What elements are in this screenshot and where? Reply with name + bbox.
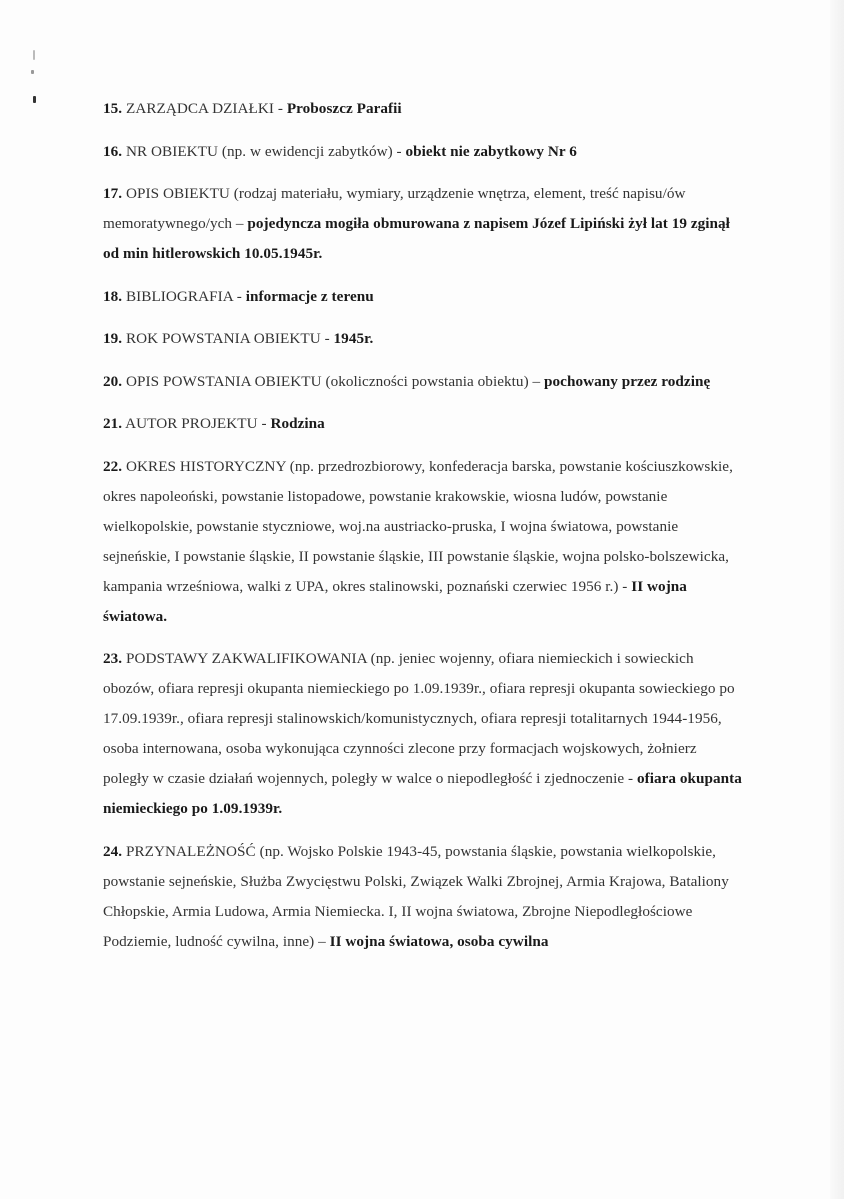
field-number: 18. [103, 287, 123, 305]
field-number: 21. [103, 415, 123, 432]
field-autor-projektu [103, 409, 743, 439]
margin-mark [33, 50, 35, 60]
field-label: PRZYNALEŻNOŚĆ (np. Wojsko Polskie 1943-45, powstania śląskie, powstania wielkopolskie, powstanie sejneńskie, Służba Zwycięstwu Polski, Związek Walki Zbrojnej, Armia Krajowa, Bataliony Chłopskie, Armia Ludowa, Armia Niemiecka. I, II wojna światowa, Zbrojne Niepodległościowe Podziemie, ludność cywilna, inne) – [103, 842, 729, 950]
field-label: PODSTAWY ZAKWALIFIKOWANIA (np. jeniec wojenny, ofiara niemieckich i sowieckich obozów, ofiara represji okupanta niemieckiego po 1.09.1939r., ofiara represji okupanta sowieckiego po 17.09.1939r., ofiara represji stalinowskich/komunistycznych, ofiara represji totalitarnych 1944-1956, osoba internowana, osoba wykonująca czynności zlecone przy formacjach wojskowych, żołnierz poległy w czasie działań wojennych, poległy w walce o niepodległość i zjednoczenie - [103, 650, 735, 787]
field-okres-historyczny [103, 452, 743, 632]
field-rok-powstania [103, 324, 743, 354]
field-number: 17. [103, 185, 123, 202]
field-opis-obiektu [103, 179, 743, 269]
field-number: 19. [103, 330, 123, 347]
field-label: ZARZĄDCA DZIAŁKI - [122, 100, 287, 117]
field-label: AUTOR PROJEKTU - [122, 415, 271, 432]
field-zarzadca [103, 94, 743, 124]
margin-mark [31, 70, 34, 74]
field-value: pojedyncza mogiła obmurowana z napisem Józef Lipiński żył lat 19 zginął od min hitlerowskich 10.05.1945r. [103, 215, 730, 262]
field-number: 23. [103, 650, 123, 667]
field-value: pochowany przez rodzinę [544, 372, 711, 390]
margin-mark [33, 96, 36, 103]
field-label: BIBLIOGRAFIA - [122, 287, 246, 305]
field-label: OPIS POWSTANIA OBIEKTU (okoliczności powstania obiektu) – [122, 372, 545, 390]
field-przynaleznosc [103, 837, 743, 957]
field-opis-powstania [103, 367, 743, 397]
field-number: 20. [103, 372, 123, 390]
field-podstawy [103, 644, 743, 824]
field-nr-obiektu [103, 137, 743, 167]
field-bibliografia [103, 282, 743, 312]
field-label: ROK POWSTANIA OBIEKTU - [122, 330, 334, 347]
field-label: OPIS OBIEKTU (rodzaj materiału, wymiary, urządzenie wnętrza, element, treść napisu/ów memoratywnego/ych – [103, 185, 686, 232]
field-number: 22. [103, 457, 123, 475]
document-body [103, 94, 743, 969]
field-number: 15. [103, 100, 123, 117]
field-value: ofiara okupanta niemieckiego po 1.09.1939r. [103, 770, 742, 817]
field-value: Rodzina [270, 415, 325, 432]
field-number: 24. [103, 842, 123, 860]
field-label: OKRES HISTORYCZNY (np. przedrozbiorowy, konfederacja barska, powstanie kościuszkowskie, okres napoleoński, powstanie listopadowe, powstanie krakowskie, wiosna ludów, powstanie wielkopolskie, powstanie styczniowe, woj.na austriacko-pruska, I wojna światowa, powstanie sejneńskie, I powstanie śląskie, II powstanie śląskie, III powstanie śląskie, wojna polsko-bolszewicka, kampania wrześniowa, walki z UPA, okres stalinowski, poznański czerwiec 1956 r.) - [103, 457, 733, 595]
field-value: obiekt nie zabytkowy Nr 6 [405, 142, 577, 160]
field-value: II wojna światowa. [103, 577, 687, 625]
page-edge-shadow [830, 0, 844, 1199]
field-value: informacje z terenu [245, 287, 374, 305]
field-value: II wojna światowa, osoba cywilna [329, 932, 549, 950]
field-number: 16. [103, 142, 123, 160]
field-value: 1945r. [333, 330, 374, 347]
field-value: Proboszcz Parafii [286, 100, 402, 117]
field-label: NR OBIEKTU (np. w ewidencji zabytków) - [122, 142, 406, 160]
